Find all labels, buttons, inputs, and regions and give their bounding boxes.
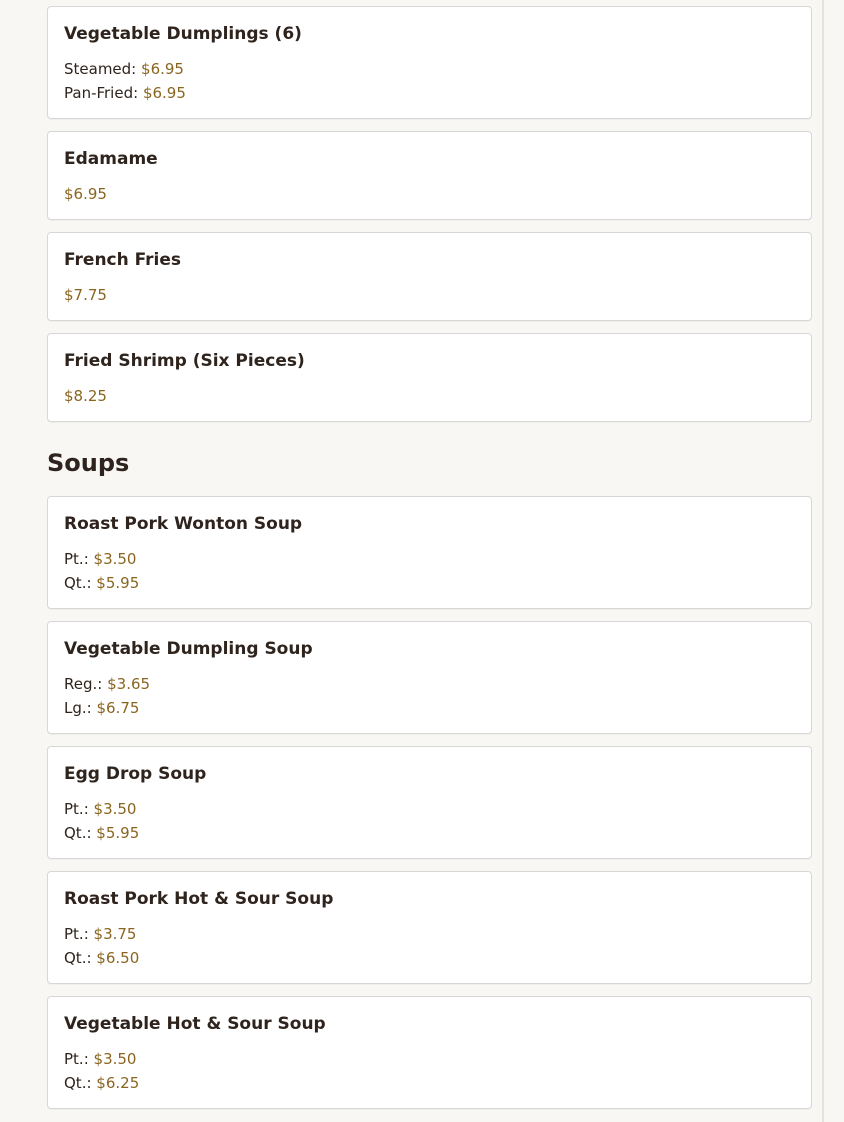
menu-item-name: Vegetable Hot & Sour Soup [64,1014,326,1034]
price-label: Qt.: [64,949,92,967]
price-line [64,57,795,81]
price-label: Pt.: [64,925,89,943]
price-label: Pt.: [64,800,89,818]
menu-item-name: Egg Drop Soup [64,764,207,784]
price-label: Qt.: [64,574,92,592]
menu-item-name: French Fries [64,250,182,270]
soups-list [47,496,812,1109]
price-list [64,182,795,206]
right-scroll-edge [822,0,824,1122]
price-list [64,384,795,408]
price-list [64,1047,795,1095]
price-value: $6.95 [141,60,184,78]
price-line [64,821,795,845]
price-line [64,672,795,696]
menu-item-card [47,621,812,734]
price-line [64,1047,795,1071]
price-line [64,384,795,408]
price-value: $6.50 [96,949,140,967]
menu-item-card [47,6,812,119]
price-list [64,283,795,307]
price-value: $3.65 [107,675,151,693]
menu-item-name: Vegetable Dumpling Soup [64,639,313,659]
menu-item-card [47,996,812,1109]
price-line [64,696,795,720]
menu-item-name: Roast Pork Wonton Soup [64,514,303,534]
price-list [64,797,795,845]
price-value: $6.95 [64,185,107,203]
menu-item-name: Roast Pork Hot & Sour Soup [64,889,334,909]
price-value: $3.50 [93,800,137,818]
price-label: Pan-Fried: [64,84,139,102]
price-value: $7.75 [64,286,107,304]
price-label: Qt.: [64,1074,92,1092]
price-value: $3.50 [93,1050,137,1068]
price-line [64,1071,795,1095]
price-value: $6.95 [142,84,186,102]
price-list [64,57,795,105]
menu-item-card [47,746,812,859]
price-list [64,672,795,720]
price-line [64,797,795,821]
price-label: Qt.: [64,824,92,842]
price-value: $5.95 [96,824,140,842]
price-value: $3.50 [93,550,137,568]
menu-item-card [47,131,812,220]
price-list [64,922,795,970]
menu-content [47,6,812,1121]
menu-item-card [47,871,812,984]
menu-item-name: Fried Shrimp (Six Pieces) [64,351,305,371]
section-heading-soups: Soups [47,449,130,477]
menu-item-card [47,333,812,422]
price-line [64,922,795,946]
price-line [64,283,795,307]
price-line [64,182,795,206]
price-label: Steamed: [64,60,137,78]
price-label: Pt.: [64,1050,89,1068]
price-label: Lg.: [64,699,92,717]
menu-item-name: Vegetable Dumplings (6) [64,24,302,44]
price-value: $8.25 [64,387,107,405]
price-label: Pt.: [64,550,89,568]
menu-item-card [47,232,812,321]
price-line [64,81,795,105]
price-line [64,547,795,571]
price-line [64,571,795,595]
price-line [64,946,795,970]
menu-item-name: Edamame [64,149,158,169]
price-value: $6.75 [96,699,140,717]
price-value: $6.25 [96,1074,140,1092]
menu-item-card [47,496,812,609]
price-value: $3.75 [93,925,137,943]
price-list [64,547,795,595]
price-label: Reg.: [64,675,103,693]
price-value: $5.95 [96,574,140,592]
